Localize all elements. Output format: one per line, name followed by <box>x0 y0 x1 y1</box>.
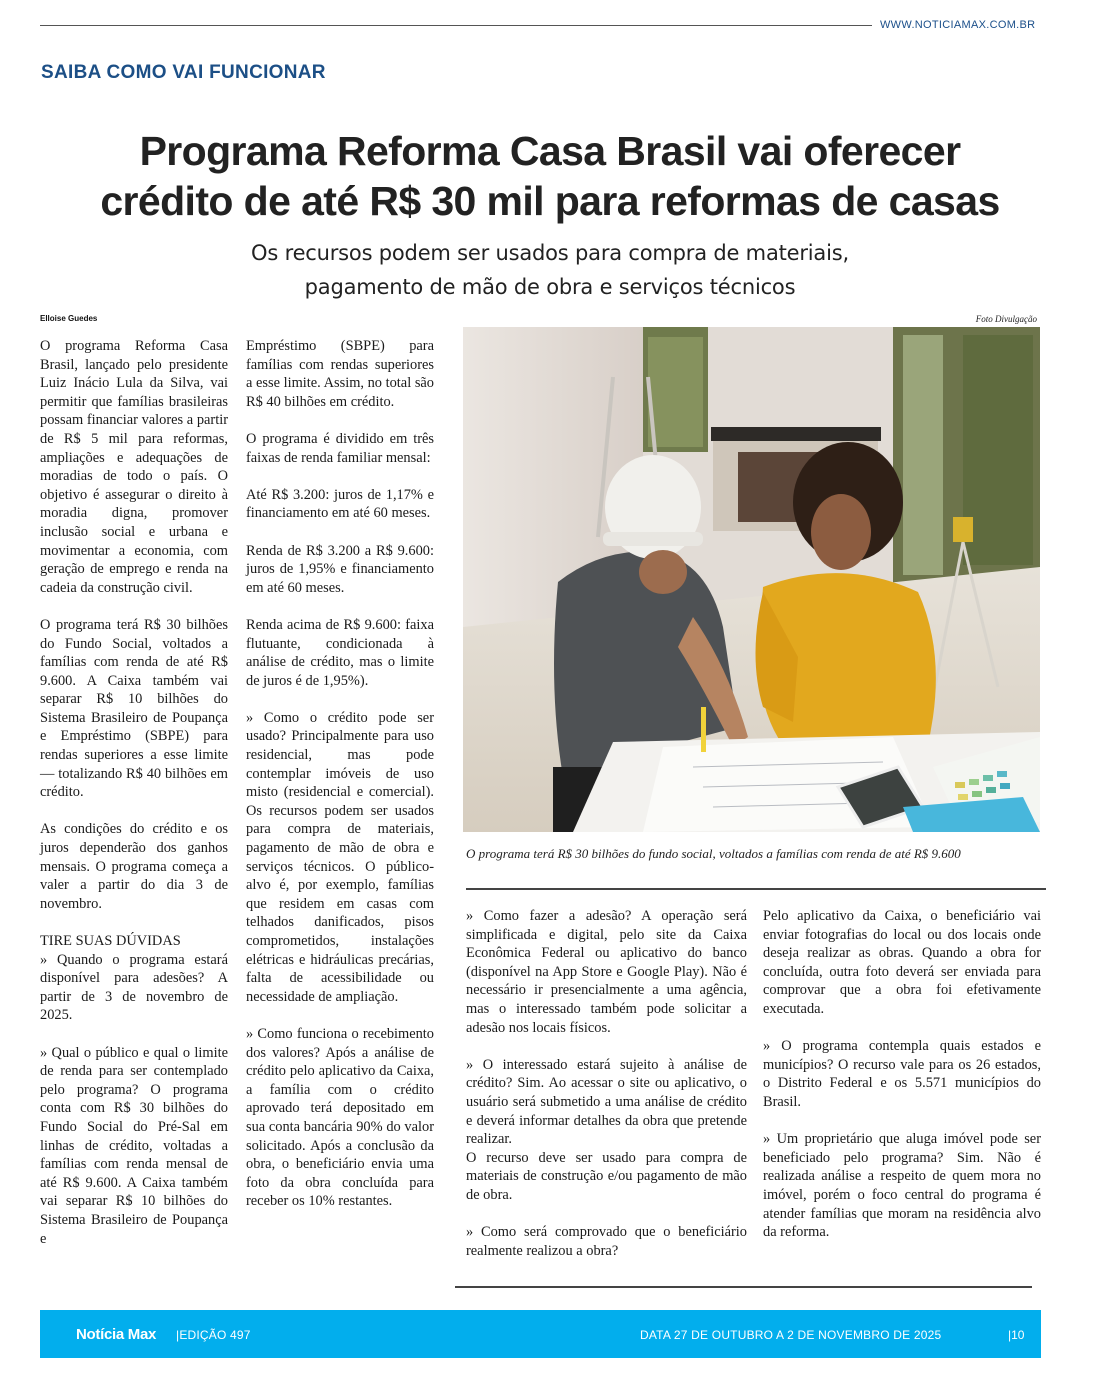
faq-item: » O interessado estará sujeito à análise de crédito? Sim. Ao acessar o site ou aplicativo, o usuário será submetido a uma análise de crédito e deverá informar detalhes da obra que pretende realizar. <box>466 1056 747 1148</box>
author-byline: Elloise Guedes <box>40 314 98 323</box>
article-column-3 <box>466 907 747 1279</box>
article-column-4 <box>763 907 1041 1260</box>
page-number: |10 <box>1008 1328 1025 1342</box>
article-column-2 <box>246 337 434 1230</box>
photo-illustration <box>463 327 1040 832</box>
subhead-line-1: Os recursos podem ser usados para compra de materiais, <box>251 241 849 265</box>
page-footer <box>40 1310 1041 1358</box>
faq-item: » Quando o programa estará disponível para adesões? A partir de 3 de novembro de 2025. <box>40 951 228 1024</box>
footer-edition: |EDIÇÃO 497 <box>176 1328 251 1342</box>
paragraph: Pelo aplicativo da Caixa, o beneficiário vai enviar fotografias do local ou dos locais onde deseja realizar as obras. Quando a obra for concluída, outra foto deverá ser enviada para comprovar que a obra foi efetivamente executada. <box>763 908 1041 1017</box>
section-kicker: SAIBA COMO VAI FUNCIONAR <box>41 62 326 83</box>
faq-item: » O programa contempla quais estados e municípios? O recurso vale para os 26 estados, o Distrito Federal e os 5.571 municípios do Brasil. <box>763 1038 1041 1110</box>
faq-item: » Como fazer a adesão? A operação será simplificada e digital, pelo site da Caixa Econômica Federal ou aplicativo do banco (disponível na App Store e Google Play). Não é necessário ir presencialmente a uma agência, mas o interessado também pode solicitar a adesão nos locais físicos. <box>466 908 747 1036</box>
site-url[interactable]: WWW.NOTICIAMAX.COM.BR <box>880 19 1036 31</box>
faq-item: » Como o crédito pode ser usado? Principalmente para uso residencial, mas pode contemplar imóveis de uso misto (residencial e comercial). Os recursos podem ser usados para compra de materiais, pagamento de mão de obra e serviços técnicos. O público-alvo é, por exemplo, famílias que residem em casas com telhados danificados, pisos comprometidos, instalações elétricas e hidráulicas precárias, falta de acessibilidade ou necessidade de ampliação. <box>246 709 434 1005</box>
paragraph: O recurso deve ser usado para compra de materiais de construção e/ou pagamento de mão de obra. <box>466 1149 747 1203</box>
photo-credit: Foto Divulgação <box>975 314 1037 324</box>
article-column-1 <box>40 337 228 1267</box>
photo-caption: O programa terá R$ 30 bilhões do fundo social, voltados a famílias com renda de até R$ 9.600 <box>466 846 961 861</box>
footer-date: DATA 27 DE OUTUBRO A 2 DE NOVEMBRO DE 2025 <box>640 1328 942 1342</box>
section-divider <box>466 888 1046 890</box>
headline-line-2: crédito de até R$ 30 mil para reformas de casas <box>100 178 1000 224</box>
income-tier-2: Renda de R$ 3.200 a R$ 9.600: juros de 1,95% e financiamento em até 60 meses. <box>246 542 434 596</box>
faq-item: » Um proprietário que aluga imóvel pode ser beneficiado pelo programa? Sim. Não é realizada análise a respeito de quem mora no imóvel, porém o foco central do programa é atender famílias que moram na residência alvo da reforma. <box>763 1131 1041 1241</box>
article-photo <box>463 327 1040 832</box>
income-tier-1: Até R$ 3.200: juros de 1,17% e financiamento em até 60 meses. <box>246 486 434 522</box>
faq-item: » Qual o público e qual o limite de renda para ser contemplado pelo programa? O programa conta com R$ 30 bilhões do Fundo Social do Pré-Sal em linhas de crédito, voltadas a famílias com renda mensal de até R$ 9.600. A Caixa também vai separar R$ 10 bilhões do Sistema Brasileiro de Poupança e <box>40 1044 228 1247</box>
paragraph: O programa Reforma Casa Brasil, lançado pelo presidente Luiz Inácio Lula da Silva, vai permitir que famílias brasileiras possam financiar valores a partir de R$ 5 mil para reformas, ampliações e adequações de moradias de todo o país. O objetivo é assegurar o direito à moradia digna, promover inclusão social e urbana e movimentar a economia, com geração de emprego e renda na cadeia da construção civil. <box>40 338 228 596</box>
faq-heading: TIRE SUAS DÚVIDAS <box>40 933 181 949</box>
footer-brand: Notícia Max <box>76 1326 157 1343</box>
income-tier-3: Renda acima de R$ 9.600: faixa flutuante, condicionada à análise de crédito, mas o limite de juros é de 1,95%). <box>246 616 434 689</box>
pencil <box>701 707 706 752</box>
paragraph: Empréstimo (SBPE) para famílias com rendas superiores a esse limite. Assim, no total são R$ 40 bilhões em crédito. <box>246 338 434 410</box>
subhead-line-2: pagamento de mão de obra e serviços técnicos <box>304 275 796 299</box>
subheadline <box>0 236 1100 304</box>
fireplace-mantel <box>711 427 881 441</box>
faq-item: » Como será comprovado que o beneficiário realmente realizou a obra? <box>466 1224 747 1259</box>
paragraph: O programa terá R$ 30 bilhões do Fundo Social, voltados a famílias com renda de até R$ 9.600. A Caixa também vai separar R$ 10 bilhões do Sistema Brasileiro de Poupança e Empréstimo (SBPE) para rendas superiores a esse limite — totalizando R$ 40 bilhões em crédito. <box>40 616 228 801</box>
header-rule <box>40 25 872 26</box>
bottom-divider <box>455 1286 1032 1288</box>
headline-line-1: Programa Reforma Casa Brasil vai oferecer <box>139 128 961 174</box>
faq-item: » Como funciona o recebimento dos valores? Após a análise de crédito pelo aplicativo da Caixa, a família com o crédito aprovado terá depositado em sua conta bancária 90% do valor solicitado. Após a conclusão da obra, o beneficiário envia uma foto da obra concluída para receber os 10% restantes. <box>246 1025 434 1210</box>
headline <box>0 126 1100 226</box>
paragraph: As condições do crédito e os juros dependerão dos ganhos mensais. O programa começa a valer a partir do dia 3 de novembro. <box>40 821 228 912</box>
paragraph: O programa é dividido em três faixas de renda familiar mensal: <box>246 430 434 466</box>
